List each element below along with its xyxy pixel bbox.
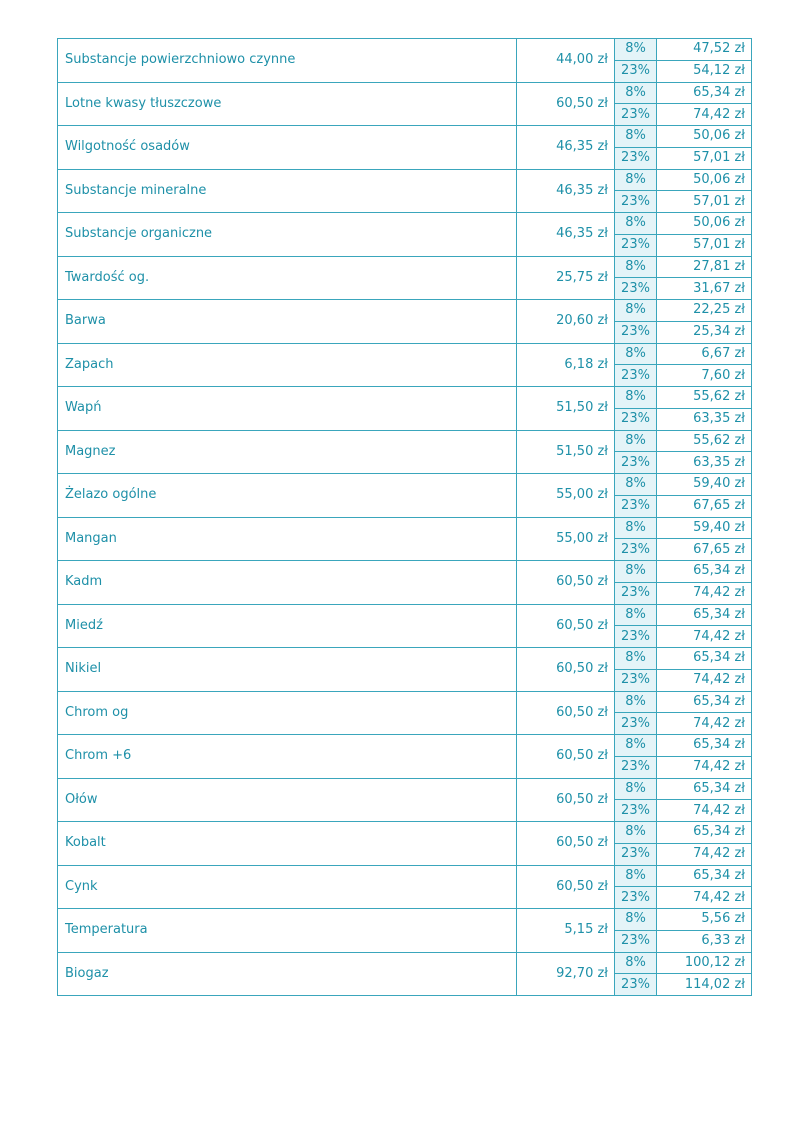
vat-rate: 8% — [615, 691, 657, 713]
parameter-name: Magnez — [58, 430, 517, 474]
gross-price: 74,42 zł — [657, 843, 752, 865]
gross-price: 55,62 zł — [657, 387, 752, 409]
gross-price: 59,40 zł — [657, 474, 752, 496]
net-price: 20,60 zł — [517, 300, 615, 344]
table-row — [58, 126, 752, 148]
vat-rate: 8% — [615, 952, 657, 974]
parameter-name: Wapń — [58, 387, 517, 431]
gross-price: 6,33 zł — [657, 930, 752, 952]
net-price: 55,00 zł — [517, 474, 615, 518]
table-row — [58, 300, 752, 322]
vat-rate: 23% — [615, 365, 657, 387]
vat-rate: 8% — [615, 865, 657, 887]
table-row — [58, 474, 752, 496]
gross-price: 74,42 zł — [657, 669, 752, 691]
vat-rate: 8% — [615, 82, 657, 104]
gross-price: 74,42 zł — [657, 582, 752, 604]
gross-price: 74,42 zł — [657, 800, 752, 822]
gross-price: 63,35 zł — [657, 408, 752, 430]
vat-rate: 23% — [615, 278, 657, 300]
gross-price: 6,67 zł — [657, 343, 752, 365]
net-price: 60,50 zł — [517, 865, 615, 909]
gross-price: 100,12 zł — [657, 952, 752, 974]
table-row — [58, 822, 752, 844]
gross-price: 63,35 zł — [657, 452, 752, 474]
parameter-name: Kadm — [58, 561, 517, 605]
parameter-name: Temperatura — [58, 909, 517, 953]
net-price: 5,15 zł — [517, 909, 615, 953]
vat-rate: 23% — [615, 452, 657, 474]
net-price: 60,50 zł — [517, 778, 615, 822]
vat-rate: 23% — [615, 800, 657, 822]
table-row — [58, 213, 752, 235]
table-row — [58, 517, 752, 539]
parameter-name: Substancje mineralne — [58, 169, 517, 213]
vat-rate: 23% — [615, 887, 657, 909]
vat-rate: 23% — [615, 713, 657, 735]
net-price: 46,35 zł — [517, 213, 615, 257]
vat-rate: 23% — [615, 147, 657, 169]
table-row — [58, 39, 752, 61]
gross-price: 57,01 zł — [657, 191, 752, 213]
vat-rate: 8% — [615, 474, 657, 496]
parameter-name: Wilgotność osadów — [58, 126, 517, 170]
net-price: 55,00 zł — [517, 517, 615, 561]
gross-price: 65,34 zł — [657, 691, 752, 713]
parameter-name: Mangan — [58, 517, 517, 561]
vat-rate: 8% — [615, 169, 657, 191]
parameter-name: Chrom og — [58, 691, 517, 735]
table-row — [58, 865, 752, 887]
vat-rate: 23% — [615, 495, 657, 517]
vat-rate: 8% — [615, 256, 657, 278]
net-price: 46,35 zł — [517, 126, 615, 170]
net-price: 51,50 zł — [517, 430, 615, 474]
net-price: 60,50 zł — [517, 561, 615, 605]
gross-price: 7,60 zł — [657, 365, 752, 387]
gross-price: 31,67 zł — [657, 278, 752, 300]
gross-price: 65,34 zł — [657, 822, 752, 844]
vat-rate: 23% — [615, 104, 657, 126]
vat-rate: 23% — [615, 191, 657, 213]
parameter-name: Biogaz — [58, 952, 517, 996]
parameter-name: Twardość og. — [58, 256, 517, 300]
table-row — [58, 430, 752, 452]
net-price: 44,00 zł — [517, 39, 615, 83]
vat-rate: 23% — [615, 843, 657, 865]
vat-rate: 8% — [615, 213, 657, 235]
vat-rate: 8% — [615, 300, 657, 322]
gross-price: 65,34 zł — [657, 735, 752, 757]
gross-price: 65,34 zł — [657, 604, 752, 626]
parameter-name: Nikiel — [58, 648, 517, 692]
gross-price: 22,25 zł — [657, 300, 752, 322]
net-price: 51,50 zł — [517, 387, 615, 431]
net-price: 60,50 zł — [517, 822, 615, 866]
net-price: 25,75 zł — [517, 256, 615, 300]
gross-price: 57,01 zł — [657, 234, 752, 256]
table-row — [58, 343, 752, 365]
table-row — [58, 169, 752, 191]
vat-rate: 23% — [615, 669, 657, 691]
gross-price: 114,02 zł — [657, 974, 752, 996]
parameter-name: Zapach — [58, 343, 517, 387]
net-price: 60,50 zł — [517, 691, 615, 735]
vat-rate: 8% — [615, 387, 657, 409]
table-row — [58, 561, 752, 583]
net-price: 92,70 zł — [517, 952, 615, 996]
net-price: 60,50 zł — [517, 604, 615, 648]
vat-rate: 8% — [615, 517, 657, 539]
parameter-name: Ołów — [58, 778, 517, 822]
table-row — [58, 604, 752, 626]
vat-rate: 23% — [615, 582, 657, 604]
gross-price: 74,42 zł — [657, 887, 752, 909]
table-row — [58, 778, 752, 800]
parameter-name: Substancje organiczne — [58, 213, 517, 257]
net-price: 60,50 zł — [517, 648, 615, 692]
gross-price: 54,12 zł — [657, 60, 752, 82]
vat-rate: 23% — [615, 539, 657, 561]
gross-price: 67,65 zł — [657, 495, 752, 517]
parameter-name: Lotne kwasy tłuszczowe — [58, 82, 517, 126]
gross-price: 59,40 zł — [657, 517, 752, 539]
net-price: 60,50 zł — [517, 82, 615, 126]
vat-rate: 8% — [615, 909, 657, 931]
gross-price: 27,81 zł — [657, 256, 752, 278]
vat-rate: 23% — [615, 234, 657, 256]
gross-price: 65,34 zł — [657, 778, 752, 800]
gross-price: 65,34 zł — [657, 648, 752, 670]
gross-price: 55,62 zł — [657, 430, 752, 452]
table-row — [58, 691, 752, 713]
parameter-name: Żelazo ogólne — [58, 474, 517, 518]
parameter-name: Barwa — [58, 300, 517, 344]
gross-price: 5,56 zł — [657, 909, 752, 931]
vat-rate: 23% — [615, 408, 657, 430]
net-price: 6,18 zł — [517, 343, 615, 387]
vat-rate: 8% — [615, 735, 657, 757]
vat-rate: 23% — [615, 321, 657, 343]
gross-price: 65,34 zł — [657, 82, 752, 104]
vat-rate: 23% — [615, 60, 657, 82]
vat-rate: 23% — [615, 626, 657, 648]
vat-rate: 8% — [615, 604, 657, 626]
table-row — [58, 387, 752, 409]
gross-price: 50,06 zł — [657, 169, 752, 191]
gross-price: 74,42 zł — [657, 713, 752, 735]
gross-price: 65,34 zł — [657, 561, 752, 583]
vat-rate: 8% — [615, 561, 657, 583]
vat-rate: 8% — [615, 822, 657, 844]
parameter-name: Kobalt — [58, 822, 517, 866]
vat-rate: 8% — [615, 39, 657, 61]
gross-price: 50,06 zł — [657, 213, 752, 235]
vat-rate: 8% — [615, 126, 657, 148]
vat-rate: 23% — [615, 756, 657, 778]
gross-price: 47,52 zł — [657, 39, 752, 61]
table-row — [58, 735, 752, 757]
vat-rate: 8% — [615, 648, 657, 670]
vat-rate: 23% — [615, 930, 657, 952]
vat-rate: 23% — [615, 974, 657, 996]
table-row — [58, 82, 752, 104]
gross-price: 25,34 zł — [657, 321, 752, 343]
gross-price: 57,01 zł — [657, 147, 752, 169]
price-table-body — [58, 39, 752, 996]
table-row — [58, 256, 752, 278]
gross-price: 50,06 zł — [657, 126, 752, 148]
parameter-name: Chrom +6 — [58, 735, 517, 779]
parameter-name: Miedź — [58, 604, 517, 648]
table-row — [58, 648, 752, 670]
price-table — [57, 38, 752, 996]
gross-price: 74,42 zł — [657, 756, 752, 778]
parameter-name: Cynk — [58, 865, 517, 909]
net-price: 46,35 zł — [517, 169, 615, 213]
vat-rate: 8% — [615, 343, 657, 365]
gross-price: 67,65 zł — [657, 539, 752, 561]
gross-price: 74,42 zł — [657, 104, 752, 126]
gross-price: 74,42 zł — [657, 626, 752, 648]
gross-price: 65,34 zł — [657, 865, 752, 887]
vat-rate: 8% — [615, 778, 657, 800]
parameter-name: Substancje powierzchniowo czynne — [58, 39, 517, 83]
table-row — [58, 909, 752, 931]
vat-rate: 8% — [615, 430, 657, 452]
net-price: 60,50 zł — [517, 735, 615, 779]
table-row — [58, 952, 752, 974]
